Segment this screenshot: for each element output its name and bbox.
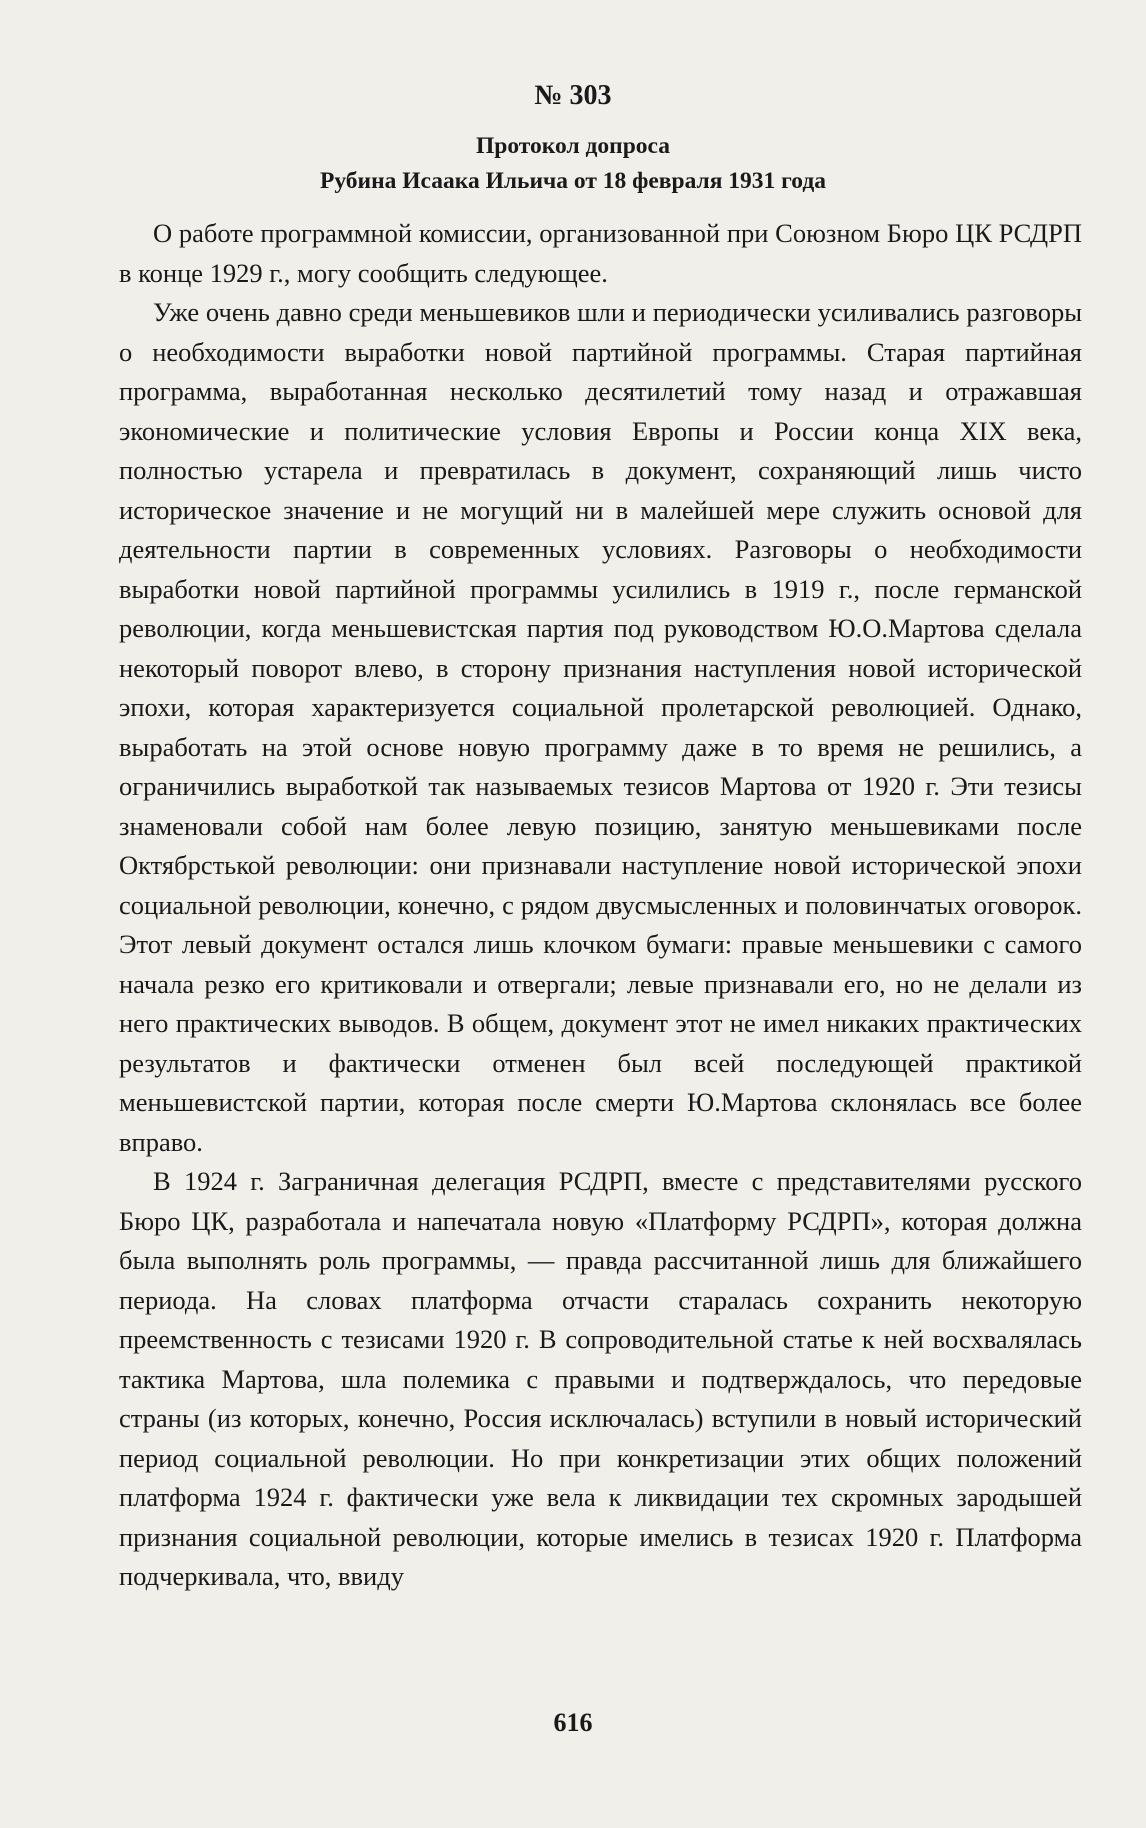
document-title: Протокол допроса — [476, 133, 670, 159]
paragraph-3: В 1924 г. Заграничная делегация РСДРП, вместе с представителями русского Бюро ЦК, разработала и напечатала новую «Платформу РСДРП», которая должна была выполнять роль программы, — правда рассчитанной лишь для ближайшего периода. На словах платформа отчасти старалась сохранить некоторую преемственность с тезисами 1920 г. В сопроводительной статье к ней восхвалялась тактика Мартова, шла полемика с правыми и подтверждалось, что передовые страны (из которых, конечно, Россия исключалась) вступили в новый исторический период социальной революции. Но при конкретизации этих общих положений платформа 1924 г. фактически уже вела к ликвидации тех скромных зародышей признания социальной революции, которые имелись в тезисах 1920 г. Платформа подчеркивала, что, ввиду — [119, 1166, 1082, 1591]
paragraph-1: О работе программной комиссии, организованной при Союзном Бюро ЦК РСДРП в конце 1929 г., могу сообщить следующее. — [119, 218, 1082, 288]
document-number: № 303 — [534, 80, 612, 111]
page-number: 616 — [553, 1708, 593, 1737]
paragraph-2: Уже очень давно среди меньшевиков шли и периодически усиливались разговоры о необходимости выработки новой партийной программы. Старая партийная программа, выработанная несколько десятилетий тому назад и отражавшая экономические и политические условия Европы и России конца XIX века, полностью устарела и превратилась в документ, сохраняющий лишь чисто историческое значение и не могущий ни в малейшей мере служить основой для деятельности партии в современных условиях. Разговоры о необходимости выработки новой партийной программы усилились в 1919 г., после германской революции, когда меньшевистская партия под руководством Ю.О.Мартова сделала некоторый поворот влево, в сторону признания наступления новой исторической эпохи, которая характеризуется социальной пролетарской революцией. Однако, выработать на этой основе новую программу даже в то время не решились, а ограничились выработкой так называемых тезисов Мартова от 1920 г. Эти тезисы знаменовали собой нам более левую позицию, занятую меньшевиками после Октябрстькой революции: они признавали наступление новой исторической эпохи социальной революции, конечно, с рядом двусмысленных и половинчатых оговорок. Этот левый документ остался лишь клочком бумаги: правые меньшевики с самого начала резко его критиковали и отвергали; левые признавали его, но не делали из него практических выводов. В общем, документ этот не имел никаких практических результатов и фактически отменен был всей последующей практикой меньшевистской партии, которая после смерти Ю.Мартова склонялась все более вправо. — [119, 297, 1082, 1157]
document-subtitle: Рубина Исаака Ильича от 18 февраля 1931 года — [320, 168, 826, 194]
document-body — [119, 214, 1082, 1597]
